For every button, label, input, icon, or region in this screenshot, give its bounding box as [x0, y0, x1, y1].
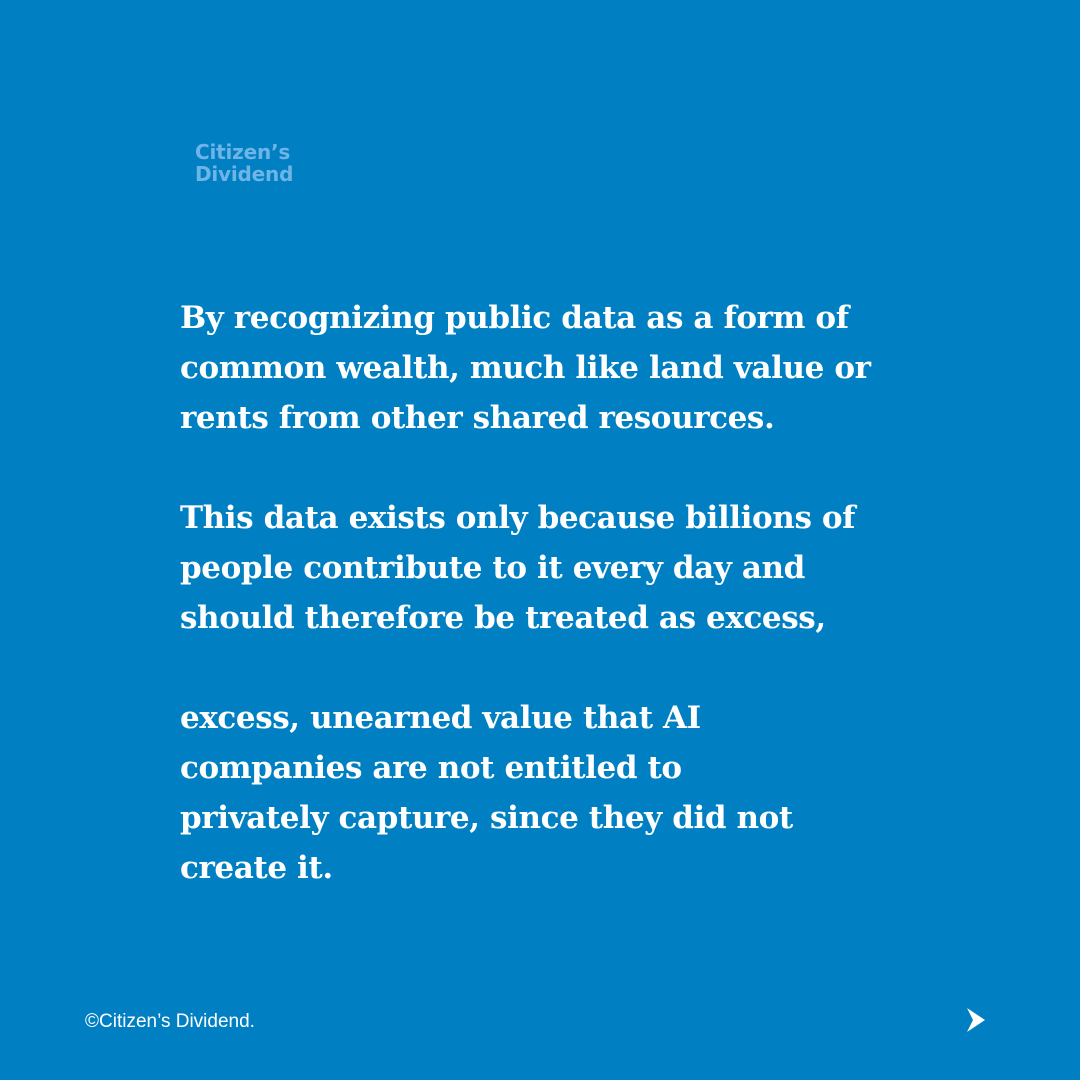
paragraph-line: privately capture, since they did not — [180, 800, 793, 836]
brand-logo — [195, 141, 293, 185]
paragraph-line: This data exists only because billions of — [180, 500, 856, 536]
logo-line-1: Citizen’s — [195, 140, 291, 164]
paragraph-line: should therefore be treated as excess, — [180, 600, 826, 636]
paragraph-line: excess, unearned value that AI — [180, 700, 701, 736]
paragraph-1 — [180, 293, 900, 443]
paragraph-line: companies are not entitled to — [180, 750, 682, 786]
next-slide-button[interactable] — [964, 1007, 988, 1033]
paragraph-line: people contribute to it every day and — [180, 550, 805, 586]
paragraph-2 — [180, 493, 900, 643]
paragraph-line: rents from other shared resources. — [180, 400, 775, 436]
paragraph-line: common wealth, much like land value or — [180, 350, 871, 386]
main-text — [180, 293, 900, 893]
logo-line-2: Dividend — [195, 162, 294, 186]
paragraph-line: By recognizing public data as a form of — [180, 300, 849, 336]
paragraph-line: create it. — [180, 850, 333, 886]
paragraph-3 — [180, 693, 900, 893]
copyright-text: ©Citizen’s Dividend. — [85, 1011, 255, 1032]
chevron-right-icon — [964, 1007, 988, 1033]
